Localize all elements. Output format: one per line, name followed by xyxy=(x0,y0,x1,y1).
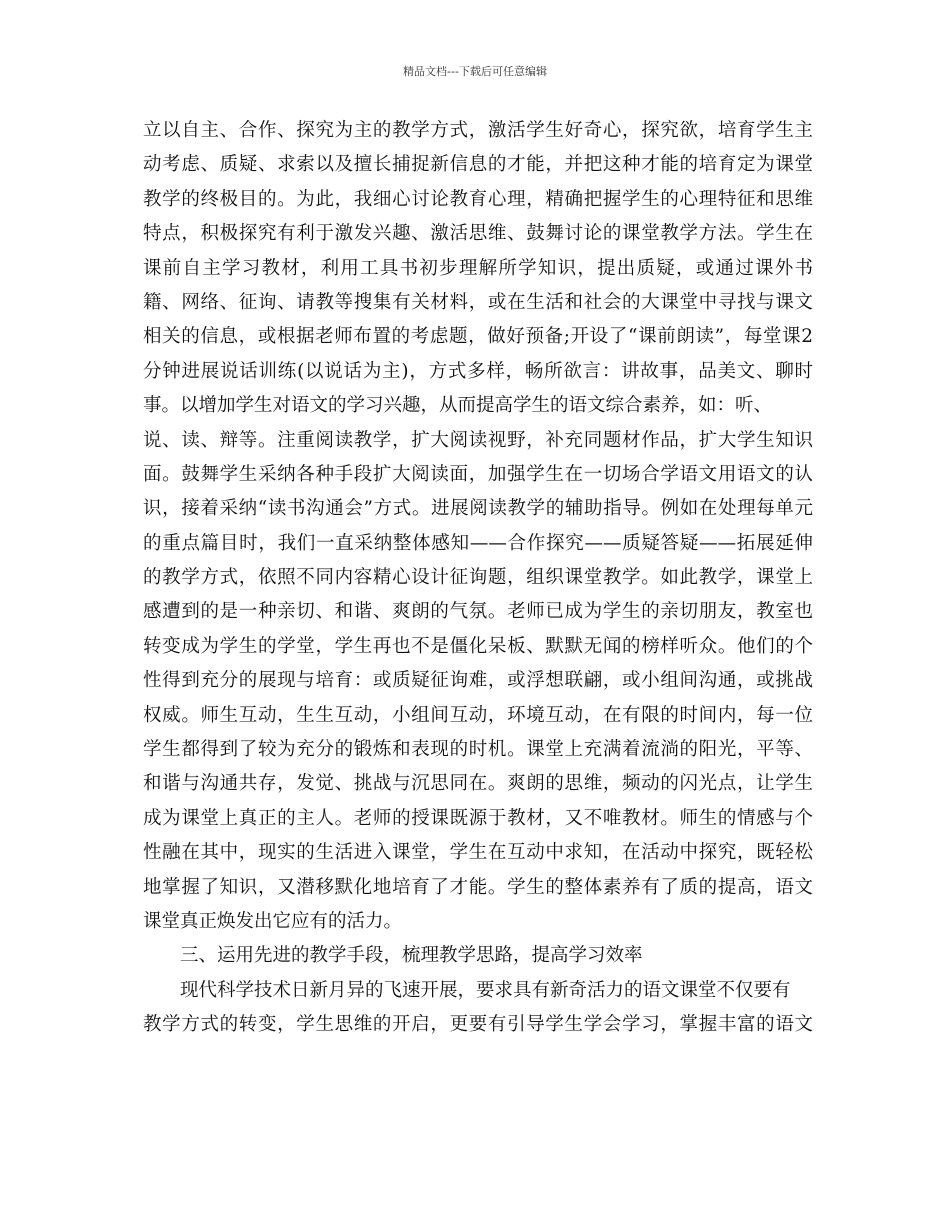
text-line: 面。鼓舞学生采纳各种手段扩大阅读面，加强学生在一切场合学语文用语文的认 xyxy=(143,463,813,485)
text-line: 转变成为学生的学堂，学生再也不是僵化呆板、默默无闻的榜样听众。他们的个 xyxy=(143,635,813,657)
text-line: 立以自主、合作、探究为主的教学方式，激活学生好奇心，探究欲，培育学生主 xyxy=(143,120,813,141)
text-line: 教学方式的转变，学生思维的开启，更要有引导学生学会学习，掌握丰富的语文 xyxy=(143,1014,813,1036)
text-line: 分钟进展说话训练(以说话为主)，方式多样，畅所欲言：讲故事，品美文、聊时 xyxy=(143,360,813,382)
text-line: 权威。师生互动，生生互动，小组间互动，环境互动，在有限的时间内，每一位 xyxy=(143,704,813,726)
text-line: 性得到充分的展现与培育：或质疑征询难，或浮想联翩，或小组间沟通，或挑战 xyxy=(143,670,813,692)
text-line: 成为课堂上真正的主人。老师的授课既源于教材，又不唯教材。师生的情感与个 xyxy=(143,807,813,829)
text-line: 籍、网络、征询、请教等搜集有关材料，或在生活和社会的大课堂中寻找与课文 xyxy=(143,291,813,313)
text-line: 动考虑、质疑、求索以及擅长捕捉新信息的才能，并把这种才能的培育定为课堂 xyxy=(143,154,813,176)
text-line: 的重点篇目时，我们一直采纳整体感知——合作探究——质疑答疑——拓展延伸 xyxy=(143,532,813,554)
text-line: 和谐与沟通共存，发觉、挑战与沉思同在。爽朗的思维，频动的闪光点，让学生 xyxy=(143,773,813,795)
page-header: 精品文档---下载后可任意编辑 xyxy=(403,65,547,78)
text-line: 感遭到的是一种亲切、和谐、爽朗的气氛。老师已成为学生的亲切朋友，教室也 xyxy=(143,601,813,623)
text-line: 课前自主学习教材，利用工具书初步理解所学知识，提出质疑，或通过课外书 xyxy=(143,257,813,279)
text-line: 说、读、辩等。注重阅读教学，扩大阅读视野，补充同题材作品，扩大学生知识 xyxy=(143,429,813,451)
text-line: 课堂真正焕发出它应有的活力。 xyxy=(143,910,403,932)
text-line: 的教学方式，依照不同内容精心设计征询题，组织课堂教学。如此教学，课堂上 xyxy=(143,567,813,589)
body-text xyxy=(143,118,813,1047)
text-line: 相关的信息，或根据老师布置的考虑题，做好预备;开设了“课前朗读”，每堂课2 xyxy=(143,326,813,348)
section-heading: 三、运用先进的教学手段，梳理教学思路，提高学习效率 xyxy=(180,945,643,967)
text-line: 识，接着采纳“读书沟通会”方式。进展阅读教学的辅助指导。例如在处理每单元 xyxy=(143,498,813,520)
text-line: 地掌握了知识，又潜移默化地培育了才能。学生的整体素养有了质的提高，语文 xyxy=(143,876,813,898)
text-line: 事。以增加学生对语文的学习兴趣，从而提高学生的语文综合素养，如：听、 xyxy=(143,395,773,417)
text-line: 特点，积极探究有利于激发兴趣、激活思维、鼓舞讨论的课堂教学方法。学生在 xyxy=(143,223,813,245)
text-line: 现代科学技术日新月异的飞速开展，要求具有新奇活力的语文课堂不仅要有 xyxy=(180,979,791,1001)
text-line: 教学的终极目的。为此，我细心讨论教育心理，精确把握学生的心理特征和思维 xyxy=(143,188,813,210)
text-line: 性融在其中，现实的生活进入课堂，学生在互动中求知，在活动中探究，既轻松 xyxy=(143,842,813,864)
text-line: 学生都得到了较为充分的锻炼和表现的时机。课堂上充满着流淌的阳光，平等、 xyxy=(143,739,813,761)
